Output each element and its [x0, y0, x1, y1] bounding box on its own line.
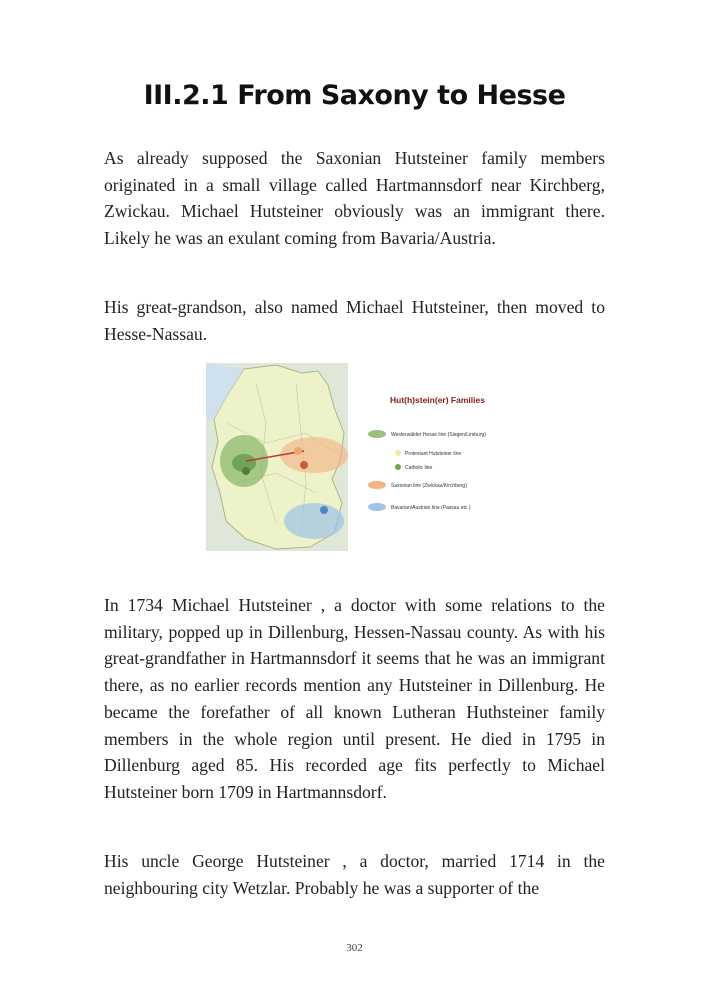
legend-swatch-saxonian	[368, 481, 386, 489]
family-map-figure	[206, 363, 506, 551]
legend-item-saxonian: Saxonian line (Zwickau/Kirchberg)	[391, 483, 467, 489]
page-title: III.2.1 From Saxony to Hesse	[143, 80, 566, 111]
paragraph-origin-saxony: As already supposed the Saxonian Hutsteiner family members originated in a small village called Hartmannsdorf near Kirchberg, Zwickau. Michael Hutsteiner obviously was an immigrant there. Likely he was an exulant coming from Bavaria/Austria.	[104, 148, 605, 249]
bavaria-marker	[320, 506, 328, 514]
legend-swatch-bavarian	[368, 503, 386, 511]
legend-item-catholic: Catholic line	[405, 465, 433, 471]
page-number: 302	[346, 942, 363, 954]
legend-swatch-catholic	[395, 464, 401, 470]
legend-swatch-protestant	[395, 450, 401, 456]
paragraph-move-hesse: His great-grandson, also named Michael Hutsteiner, then moved to Hesse-Nassau.	[104, 297, 605, 344]
legend-swatch-hesse	[368, 430, 386, 438]
map-legend	[368, 430, 486, 511]
bavaria-region	[284, 503, 344, 539]
paragraph-uncle-george: His uncle George Hutsteiner , a doctor, married 1714 in the neighbouring city Wetzlar. Probably he was a supporter of the	[104, 851, 605, 898]
dillenburg-marker	[242, 467, 250, 475]
saxony-marker	[300, 461, 308, 469]
legend-item-hesse: Westerwälder Hesse line (Siegen/Limburg)	[391, 432, 486, 438]
paragraph-dillenburg: In 1734 Michael Hutsteiner , a doctor with some relations to the military, popped up in Dillenburg, Hessen-Nassau county. As with his great-grandfather in Hartmannsdorf it seems that he was an immigrant there, as no earlier records mention any Hutsteiner in Dillenburg. He became the forefather of all known Lutheran Huthsteiner family members in the whole region until present. He died in 1795 in Dillenburg aged 85. His recorded age fits perfectly to Michael Hutsteiner born 1709 in Hartmannsdorf.	[104, 595, 605, 802]
saxony-region	[280, 437, 348, 473]
germany-map-illustration	[206, 363, 506, 551]
kirchberg-marker	[294, 447, 302, 455]
legend-title: Hut(h)stein(er) Families	[390, 395, 485, 405]
legend-item-protestant: Protestant Hutsteiner line	[405, 451, 462, 457]
legend-item-bavarian: Bavarian/Austrian line (Passau etc.)	[391, 505, 471, 511]
